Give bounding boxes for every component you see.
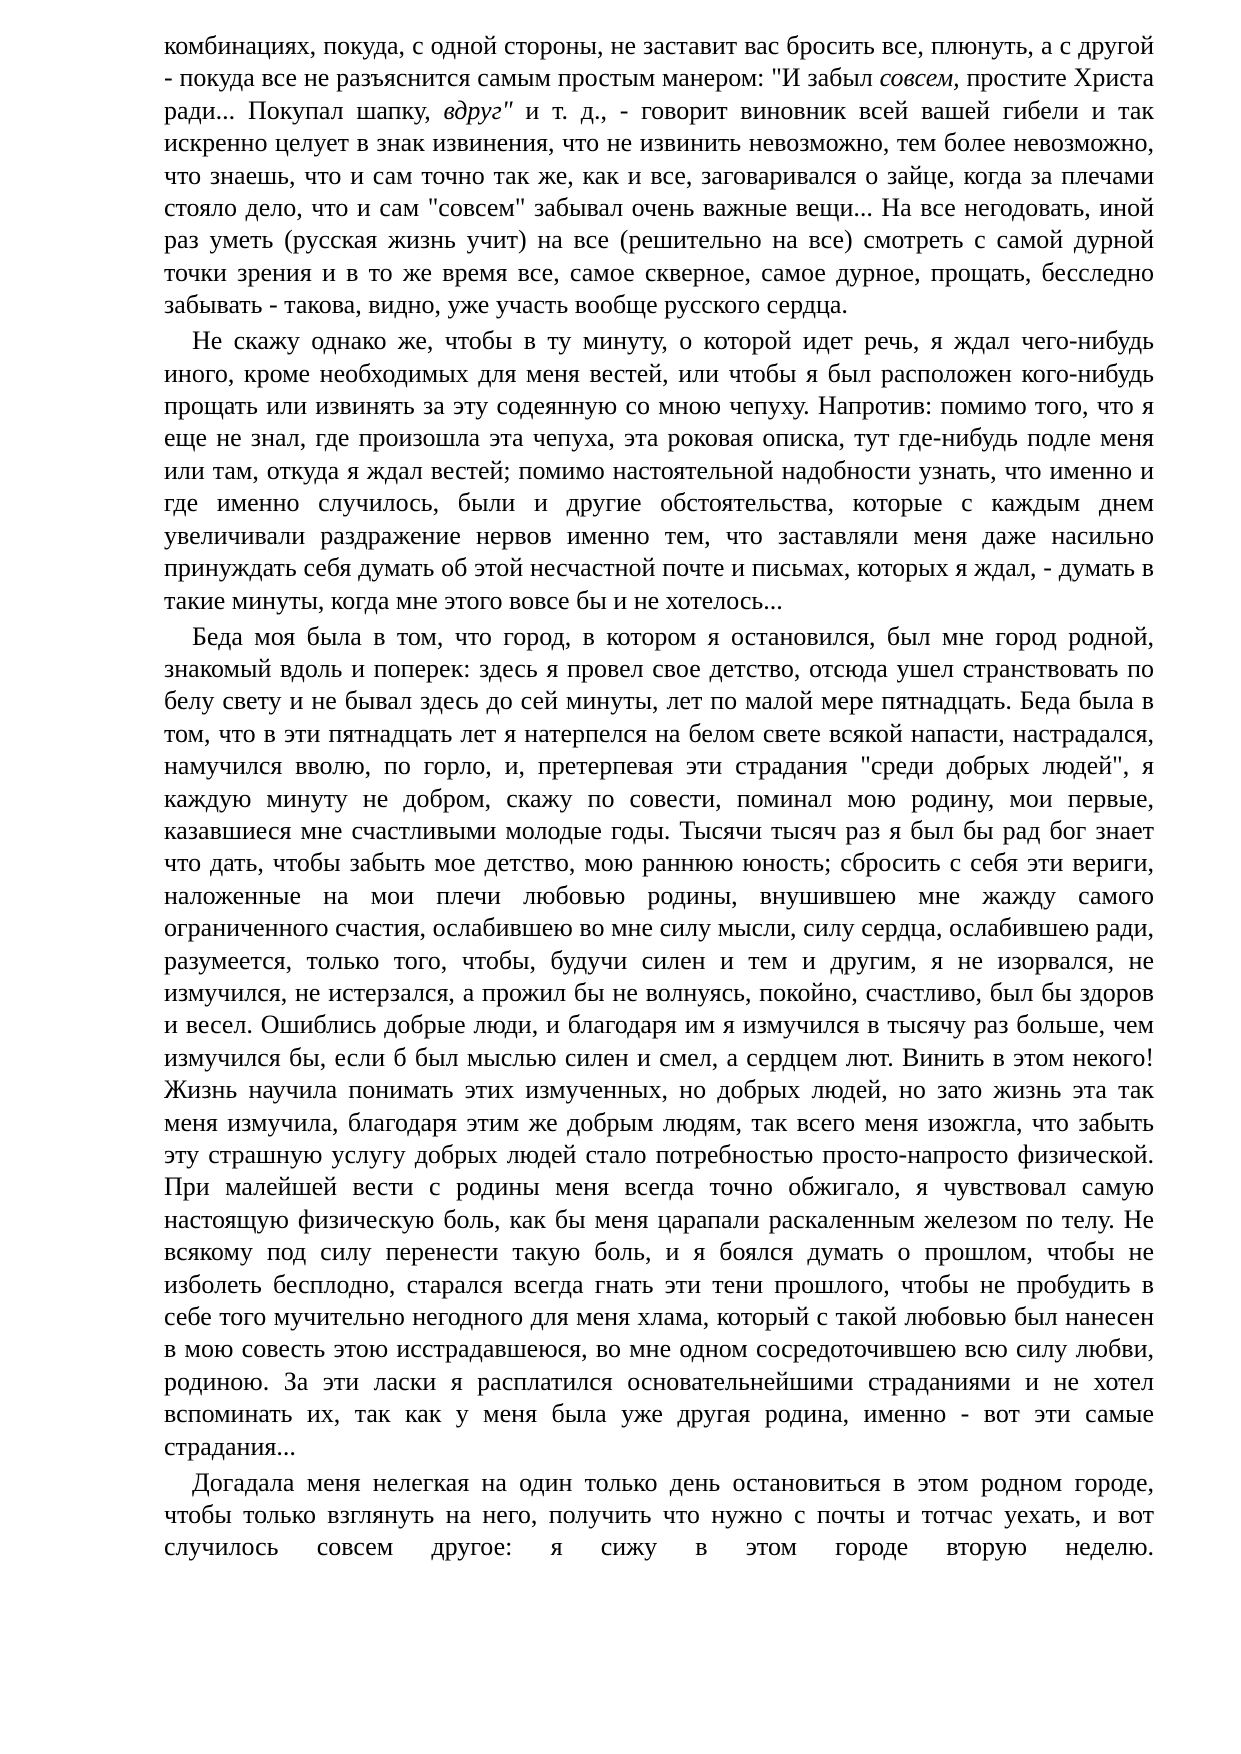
paragraph-4: Догадала меня нелегкая на один только день остановиться в этом родном городе, чтобы только взглянуть на него, получить что нужно с почты и тотчас уехать, и вот случилось совсем другое: я сижу в этом городе вторую неделю. — [164, 1467, 1154, 1562]
paragraph-1-text-c: и т. д., - говорит виновник всей вашей гибели и так искренно целует в знак извинения, что не извинить невозможно, тем более невозможно, что знаешь, что и сам точно так же, как и все, заговаривался о зайце, когда за плечами стояло дело, что и сам "совсем" забывал очень важные вещи... На все негодовать, иной раз уметь (русская жизнь учит) на все (решительно на все) смотреть с самой дурной точки зрения и в то же время все, самое скверное, самое дурное, прощать, бесследно забывать - такова, видно, уже участь вообще русского сердца. — [164, 95, 1154, 320]
paragraph-2: Не скажу однако же, чтобы в ту минуту, о которой идет речь, я ждал чего-нибудь иного, кроме необходимых для меня вестей, или чтобы я был расположен кого-нибудь прощать или извинять за эту содеянную со мною чепуху. Напротив: помимо того, что я еще не знал, где произошла эта чепуха, эта роковая описка, тут где-нибудь подле меня или там, откуда я ждал вестей; помимо настоятельной надобности узнать, что именно и где именно случилось, были и другие обстоятельства, которые с каждым днем увеличивали раздражение нервов именно тем, что заставляли меня даже насильно принуждать себя думать об этой несчастной почте и письмах, которых я ждал, - думать в такие минуты, когда мне этого вовсе бы и не хотелось... — [164, 326, 1154, 615]
paragraph-1-text-a: комбинациях, покуда, с одной стороны, не заставит вас бросить все, плюнуть, а с другой - покуда все не разъяснится самым простым манером: "И забыл — [164, 31, 1154, 93]
paragraph-3: Беда моя была в том, что город, в котором я остановился, был мне город родной, знакомый вдоль и поперек: здесь я провел свое детство, отсюда ушел странствовать по белу свету и не бывал здесь до сей минуты, лет по малой мере пятнадцать. Беда была в том, что в эти пятнадцать лет я натерпелся на белом свете всякой напасти, настрадался, намучился вволю, по горло, и, претерпевая эти страдания "среди добрых людей", я каждую минуту не добром, скажу по совести, поминал мою родину, мои первые, казавшиеся мне счастливыми молодые годы. Тысячи тысяч раз я был бы рад бог знает что дать, чтобы забыть мое детство, мою раннюю юность; сбросить с себя эти вериги, наложенные на мои плечи любовью родины, внушившею мне жажду самого ограниченного счастия, ослабившею во мне силу мысли, силу сердца, ослабившею ради, разумеется, только того, чтобы, будучи силен и тем и другим, я не изорвался, не измучился, не истерзался, а прожил бы не волнуясь, покойно, счастливо, был бы здоров и весел. Ошиблись добрые люди, и благодаря им я измучился в тысячу раз больше, чем измучился бы, если б был мыслью силен и смел, а сердцем лют. Винить в этом некого! Жизнь научила понимать этих измученных, но добрых людей, но зато жизнь эта так меня измучила, благодаря этим же добрым людям, так всего меня изожгла, что забыть эту страшную услугу добрых людей стало потребностью просто-напросто физической. При малейшей вести с родины меня всегда точно обжигало, я чувствовал самую настоящую физическую боль, как бы меня царапали раскаленным железом по телу. Не всякому под силу перенести такую боль, и я боялся думать о прошлом, чтобы не изболеть бесплодно, старался всегда гнать эти тени прошлого, чтобы не пробудить в себе того мучительно негодного для меня хлама, который с такой любовью был нанесен в мою совесть этою исстрадавшеюся, во мне одном сосредоточившею всю силу любви, родиною. За эти ласки я расплатился основательнейшими страданиями и не хотел вспоминать их, так как у меня была уже другая родина, именно - вот эти самые страдания... — [164, 621, 1154, 1461]
paragraph-1-italic-b: вдруг" — [443, 95, 513, 125]
paragraph-1 — [164, 30, 1154, 322]
paragraph-1-italic-a: совсем, — [879, 63, 960, 93]
paragraph-1-text-b: простите Христа ради... Покупал шапку, — [164, 63, 1154, 125]
document-page — [164, 30, 1154, 1567]
